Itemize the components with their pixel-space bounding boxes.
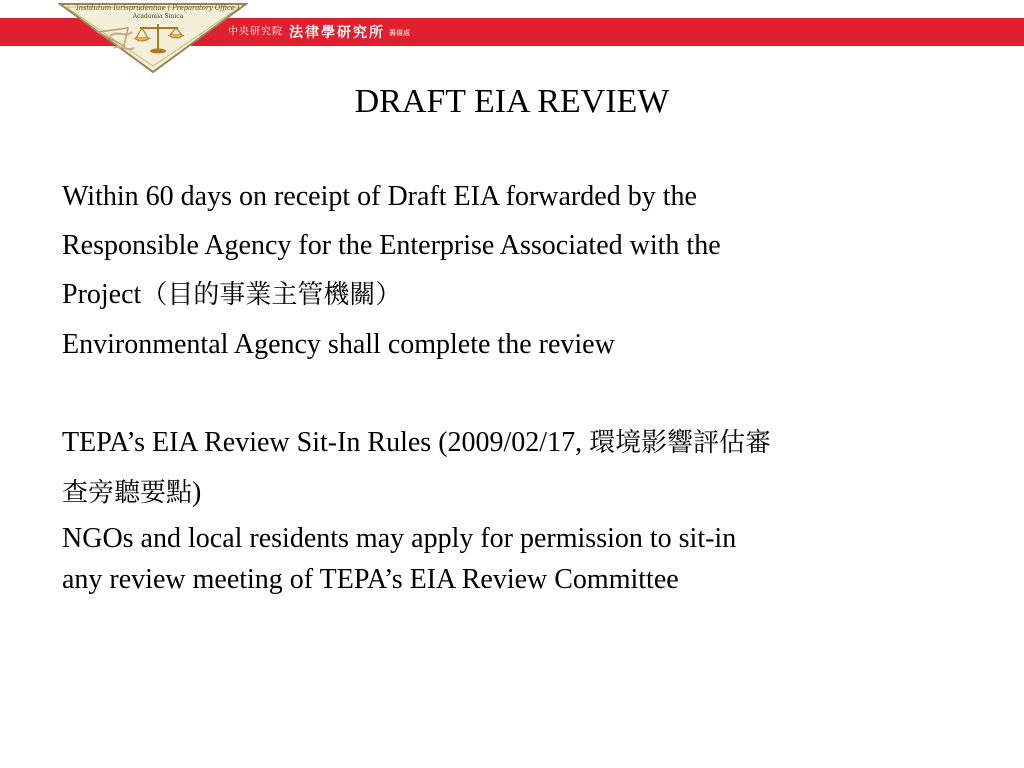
institute-label: 法律學研究所 [289,24,385,41]
logo-academia-text: Academia Sinica [132,13,184,20]
sub-bullet-text [62,518,982,600]
paragraph-line [62,468,982,518]
institute-logo [58,2,248,74]
preparatory-office-label: 籌備處 [389,28,410,37]
paragraph-line [62,418,982,468]
paragraph-line [62,270,982,320]
project-label: Project [62,279,142,310]
sub-bullet-line1: NGOs and local residents may apply for permission to sit-in [62,523,737,554]
paragraph-line: Environmental Agency shall complete the review [62,329,615,360]
academia-sinica-label: 中央研究院 [228,26,283,38]
spacer [62,369,982,418]
slide-body [62,172,982,600]
paragraph-line: Responsible Agency for the Enterprise Associated with the [62,230,721,261]
rules-cjk-part1: 環境影響評估審 [589,428,772,458]
rules-cjk-part2: 查旁聽要點 [62,478,193,508]
sub-bullet-line2: any review meeting of TEPA’s EIA Review Committee [62,564,679,595]
logo-latin-text: Institutum Iurisprudentiae ( Preparatory Office ) [76,4,240,12]
rules-close-paren: ) [192,477,202,508]
page-title: DRAFT EIA REVIEW [354,83,670,120]
responsible-agency-cjk: （目的事業主管機關） [141,280,402,310]
institute-name [228,18,410,46]
rules-label: TEPA’s EIA Review Sit-In Rules (2009/02/17, [62,427,590,458]
paragraph-line: Within 60 days on receipt of Draft EIA forwarded by the [62,181,697,212]
